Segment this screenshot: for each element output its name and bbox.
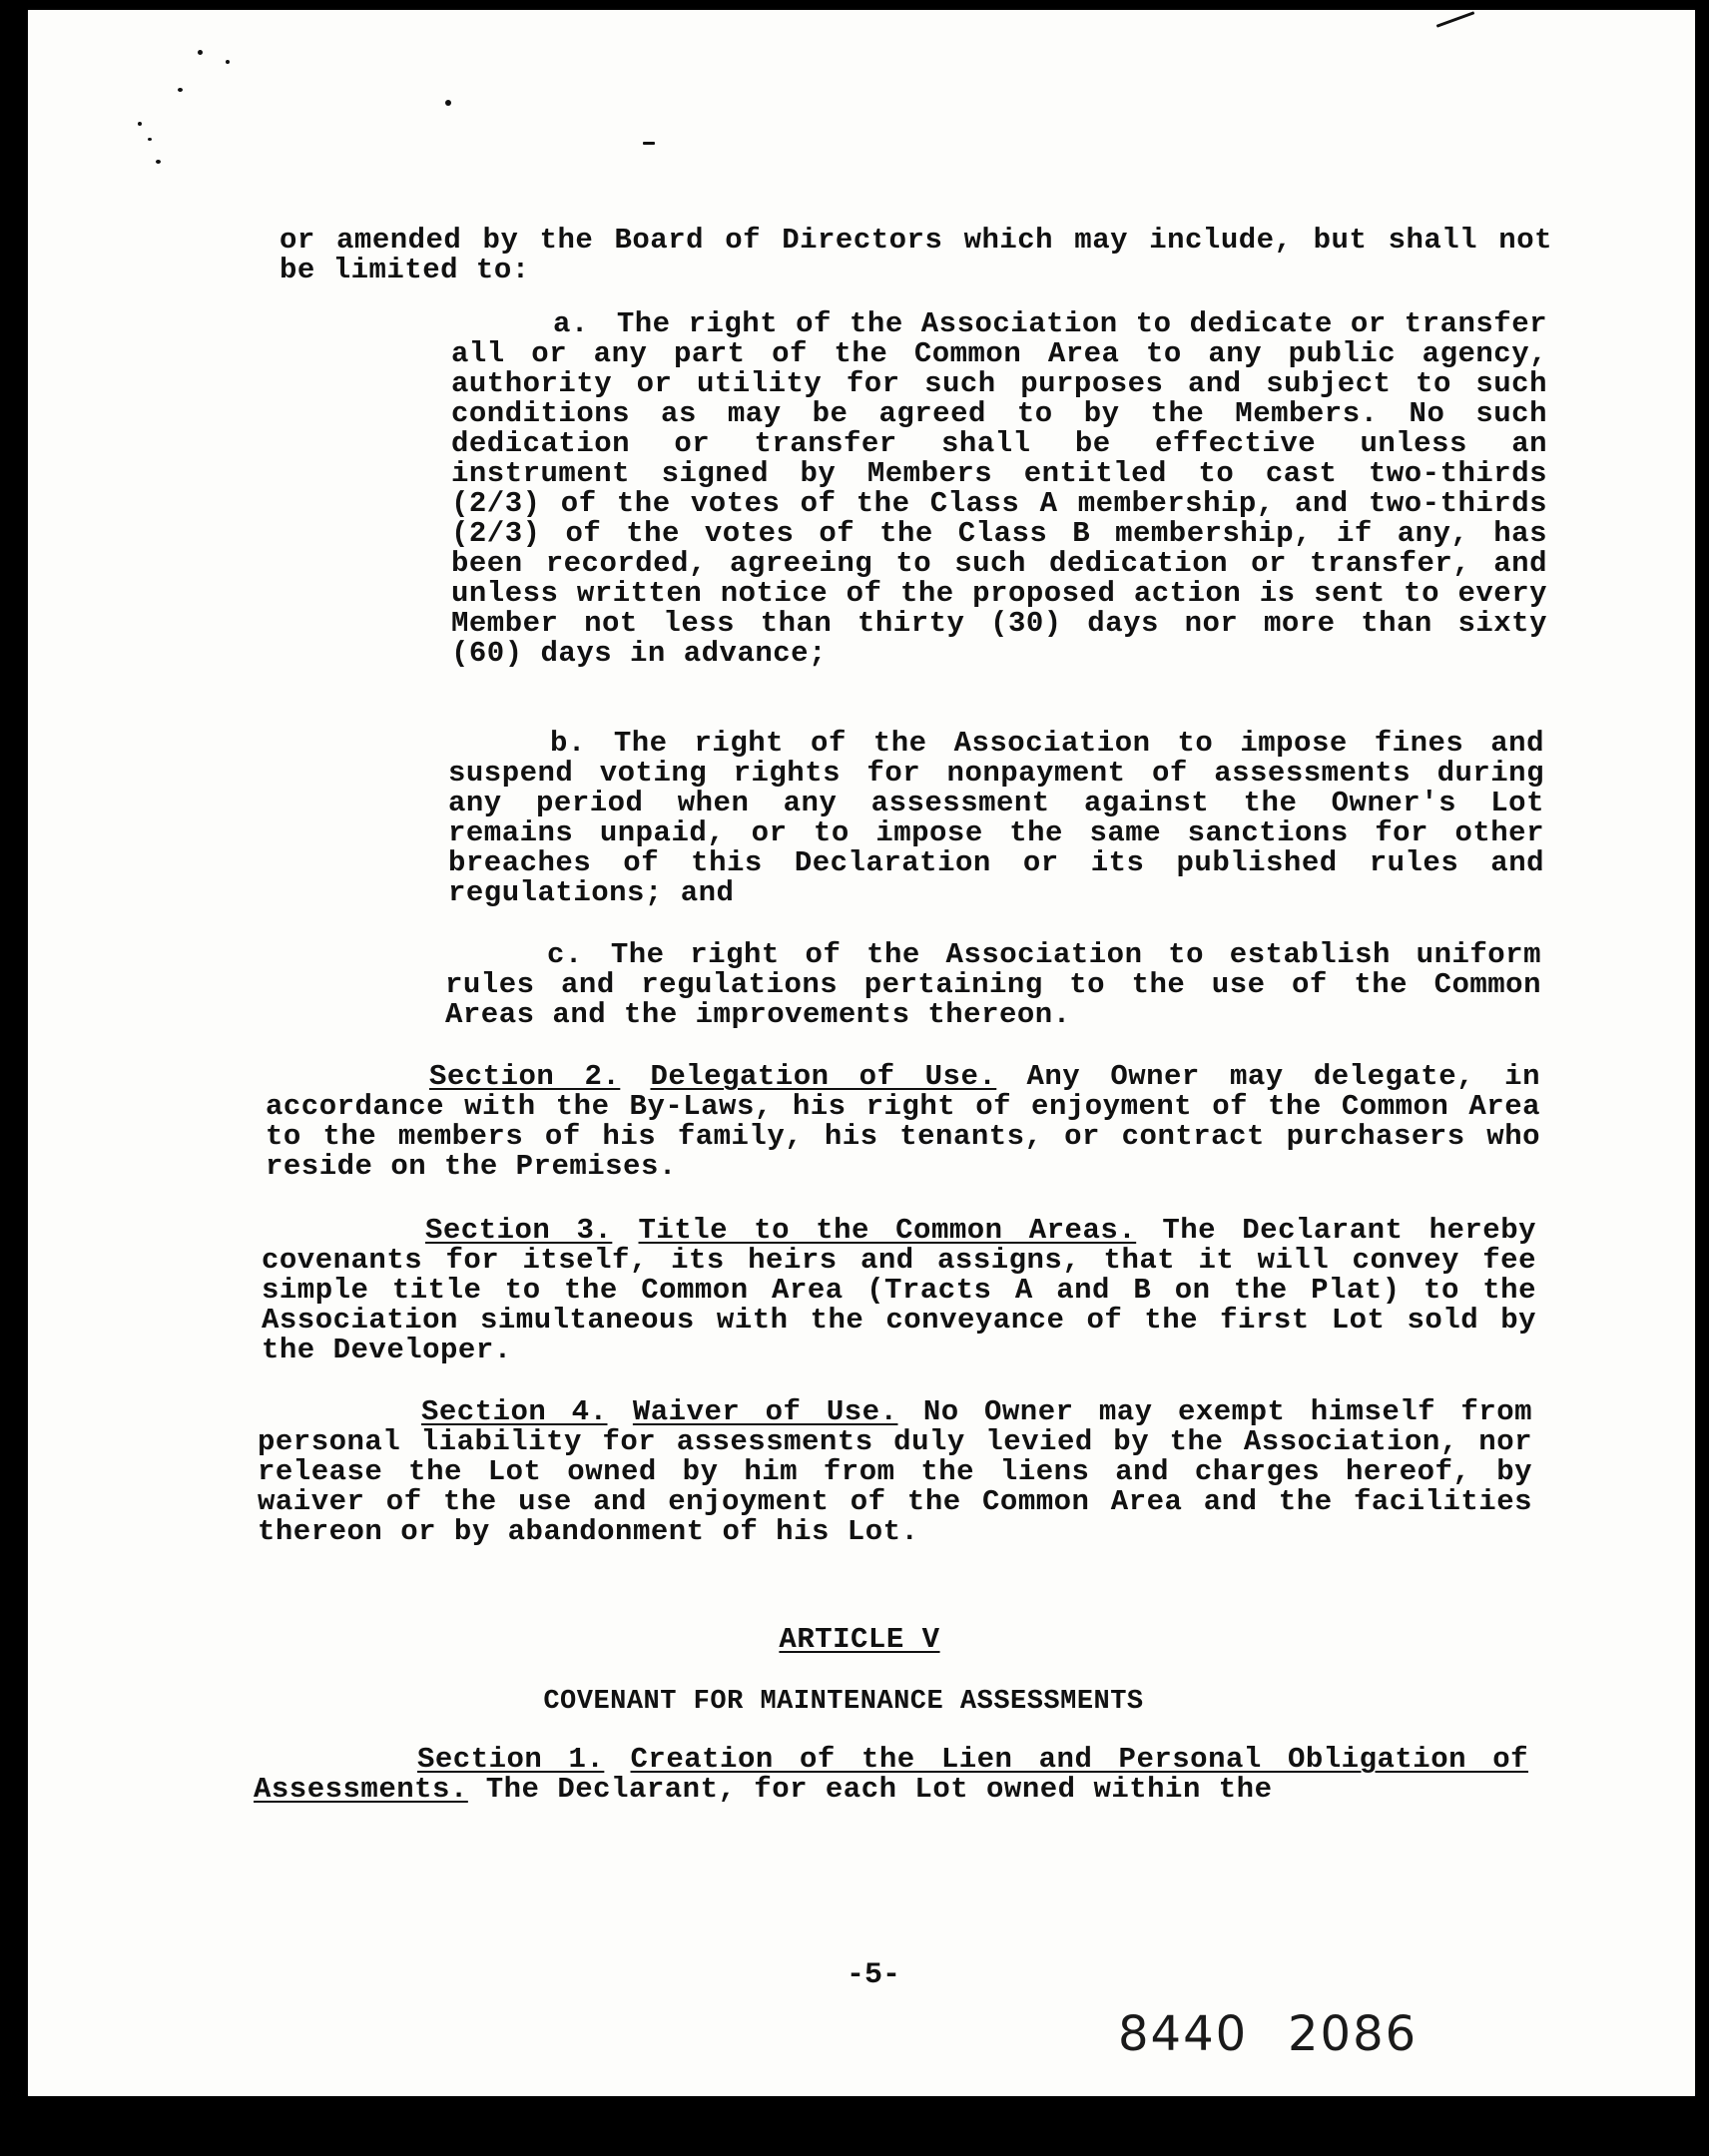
scan-speck: [148, 138, 152, 141]
scan-speck: [198, 50, 203, 55]
list-item-text: The right of the Association to impose fines and suspend voting rights for nonpayment of assessments during any period when any assessment against the Owner's Lot remains unpaid, or to impose the same sanctions for other breaches of this Declaration or its published rules and regulations; and: [448, 727, 1544, 909]
section-paragraph: [258, 1397, 1532, 1547]
document-sheet: [28, 10, 1695, 2096]
article-subheading: COVENANT FOR MAINTENANCE ASSESSMENTS: [543, 1687, 1144, 1717]
list-item-marker: c.: [547, 938, 583, 971]
section-label: Section 4.: [421, 1395, 608, 1428]
scan-speck: [643, 142, 655, 145]
list-item-text: The right of the Association to dedicate or transfer all or any part of the Common Area to any public agency, authority or utility for such purposes and subject to such conditions as may be agreed to by the Members. No such dedication or transfer shall be effective unless an instrument signed by Members entitled to cast two-thirds (2/3) of the votes of the Class A membership, and two-thirds (2/3) of the votes of the Class B membership, if any, has been recorded, agreeing to such dedication or transfer, and unless written notice of the proposed action is sent to every Member not less than thirty (30) days nor more than sixty (60) days in advance;: [451, 307, 1547, 670]
section-paragraph: [262, 1216, 1536, 1365]
list-item: [448, 729, 1544, 908]
scan-speck: [178, 88, 183, 92]
section-text: Any Owner may delegate, in accordance with the By-Laws, his right of enjoyment of the Common Area to the members of his family, his tenants, or contract purchasers who reside on the Premises.: [266, 1060, 1540, 1183]
section-title: Delegation of Use.: [650, 1060, 997, 1093]
list-item: [445, 940, 1541, 1030]
list-item-text: The right of the Association to establish uniform rules and regulations pertaining to the use of the Common Areas and the improvements thereon.: [445, 938, 1541, 1031]
list-item-marker: b.: [550, 727, 586, 760]
article-heading-text: ARTICLE V: [779, 1623, 940, 1656]
scan-speck: [445, 100, 451, 106]
scan-speck: [226, 60, 230, 64]
section-title: Creation of the Lien and Personal Obligation of Assessments.: [254, 1743, 1529, 1806]
section-title: Waiver of Use.: [632, 1395, 898, 1428]
scan-speck: [156, 160, 161, 164]
section-text: The Declarant hereby covenants for itself, its heirs and assigns, that it will convey fee simple title to the Common Area (Tracts A and B on the Plat) to the Association simultaneous with the conveyance of the first Lot sold by the Developer.: [262, 1214, 1537, 1366]
document-stamp-number: 2086: [1288, 2006, 1419, 2062]
section-label: Section 2.: [429, 1060, 621, 1093]
scan-speck: [138, 122, 142, 126]
section-paragraph: [254, 1745, 1528, 1805]
page-number: -5-: [847, 1958, 901, 1992]
section-text: No Owner may exempt himself from personal liability for assessments duly levied by the Association, nor release the Lot owned by him from the liens and charges hereof, by waiver of the use and enjoyment of the Common Area and the facilities thereon or by abandonment of his Lot.: [258, 1395, 1533, 1548]
article-heading: [26, 1625, 1693, 1655]
intro-paragraph: or amended by the Board of Directors which may include, but shall not be limited to:: [280, 224, 1552, 286]
section-paragraph: [266, 1062, 1540, 1182]
section-label: Section 3.: [425, 1214, 613, 1247]
list-item-marker: a.: [553, 307, 589, 340]
document-stamp-number: 8440: [1118, 2006, 1249, 2062]
scan-speck: [1436, 11, 1475, 27]
section-label: Section 1.: [417, 1743, 605, 1776]
section-title: Title to the Common Areas.: [638, 1214, 1137, 1247]
list-item: [451, 309, 1547, 669]
section-text: The Declarant, for each Lot owned within the: [485, 1773, 1273, 1806]
